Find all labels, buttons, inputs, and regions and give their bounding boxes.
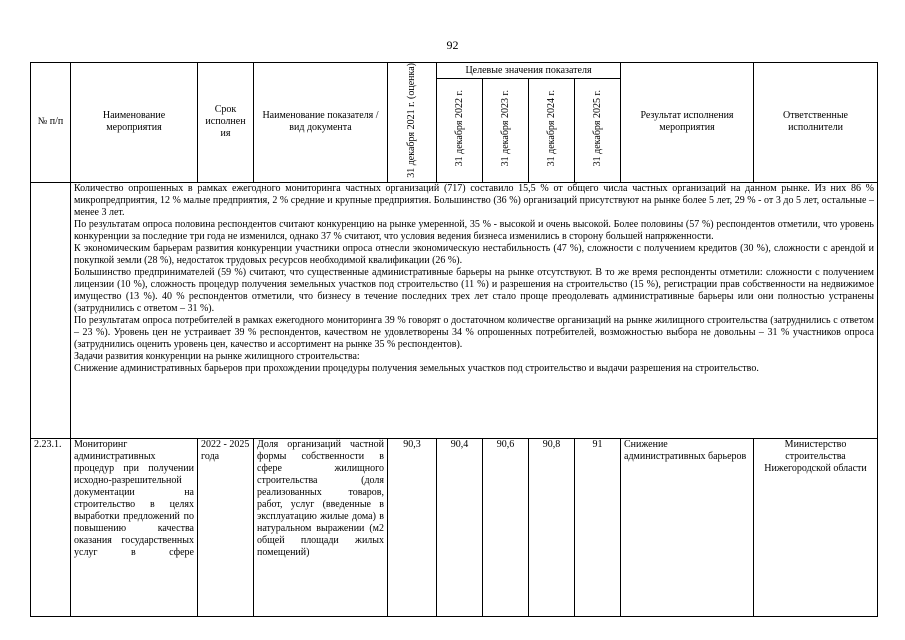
page-number: 92: [446, 38, 459, 52]
measures-table: [30, 62, 878, 617]
row-value-2022: 90,4: [437, 438, 483, 616]
header-dec-2022: 31 декабря 2022 г.: [437, 79, 483, 182]
row-term: 2022 - 2025 года: [198, 438, 254, 616]
row-event: Мониторинг административных процедур при получении исходно-разрешительной документации на строительство в целях выработки предложений по повышению качества оказания государственных услуг в сфере: [71, 438, 198, 616]
paragraph: Количество опрошенных в рамках ежегодного мониторинга частных организаций (717) составило 15,5 % от общего числа частных организаций на данном рынке. Из них 86 % микропредприятия, 12 % малые предприятия, 2 % средние и крупные предприятия. Большинство (36 %) организаций присутствуют на рынке более 5 лет, 29 % - от 3 до 5 лет, остальные – менее 3 лет.: [74, 182, 874, 218]
row-value-2024: 90,8: [529, 438, 575, 616]
header-dec-2021: 31 декабря 2021 г. (оценка): [388, 63, 437, 183]
row-num: 2.23.1.: [31, 438, 71, 616]
row-responsible: Министерство строительства Нижегородской области: [754, 438, 878, 616]
header-event: Наименование мероприятия: [71, 63, 198, 183]
header-targets: Целевые значения показателя: [437, 63, 621, 79]
header-indicator: Наименование показателя / вид документа: [254, 63, 388, 183]
paragraph: Задачи развития конкуренции на рынке жилищного строительства:: [74, 350, 360, 362]
header-dec-2024: 31 декабря 2024 г.: [529, 79, 575, 182]
row-value-2023: 90,6: [483, 438, 529, 616]
row-indicator: Доля организаций частной формы собственности в сфере жилищного строительства (доля реализованных товаров, работ, услуг (введенные в эксплуатацию жилые дома) в натуральном выражении (м2 общей площади жилых помещений): [254, 438, 388, 616]
header-responsible: Ответственные исполнители: [754, 63, 878, 183]
header-result: Результат исполнения мероприятия: [621, 63, 754, 183]
header-num: № п/п: [31, 63, 71, 183]
row-result: Снижение административных барьеров: [621, 438, 754, 616]
analysis-text: [71, 182, 878, 438]
paragraph: Большинство предпринимателей (59 %) считают, что существенные административные барьеры на рынке отсутствуют. В то же время респонденты отметили: сложности с получением лицензии (10 %), сложность процедур получения земельных участков под строительство (11 %) и разрешения на строительство (15 %), регистрации прав собственности на недвижимое имущество (13 %). 40 % респондентов отметили, что бизнесу в течение последних трех лет стало проще преодолевать административные барьеры или они полностью устранены (затруднились с ответом – 31 %).: [74, 266, 874, 314]
paragraph: Снижение административных барьеров при прохождении процедуры получения земельных участков под строительство и выдачи разрешения на строительство.: [74, 362, 759, 374]
paragraph: К экономическим барьерам развития конкуренции участники опроса отнесли экономическую нестабильность (47 %), сложности с получением кредитов (30 %), сложности с арендой и покупкой земли (28 %), недостаток трудовых ресурсов необходимой квалификации (26 %).: [74, 242, 874, 266]
row-value-2021: 90,3: [388, 438, 437, 616]
text-row-num: [31, 182, 71, 438]
header-term: Срок исполнен ия: [198, 63, 254, 183]
header-dec-2023: 31 декабря 2023 г.: [483, 79, 529, 182]
paragraph: По результатам опроса потребителей в рамках ежегодного мониторинга 39 % говорят о достаточном количестве организаций на рынке жилищного строительства (затруднились с ответом – 23 %). Уровень цен не устраивает 39 % респондентов, качеством не удовлетворены 34 % опрошенных потребителей, возможностью выбора не довольны – 31 % участников опроса (затруднились оценить уровень цен, качество и ассортимент на рынке 35 % респондентов).: [74, 314, 874, 350]
header-dec-2025: 31 декабря 2025 г.: [575, 79, 621, 182]
row-value-2025: 91: [575, 438, 621, 616]
paragraph: По результатам опроса половина респондентов считают конкуренцию на рынке умеренной, 35 % - высокой и очень высокой. Более половины (57 %) респондентов отметили, что уровень конкуренции за последние три года не изменился, однако 37 % считают, что условия ведения бизнеса изменились в сторону большей напряженности.: [74, 218, 874, 242]
